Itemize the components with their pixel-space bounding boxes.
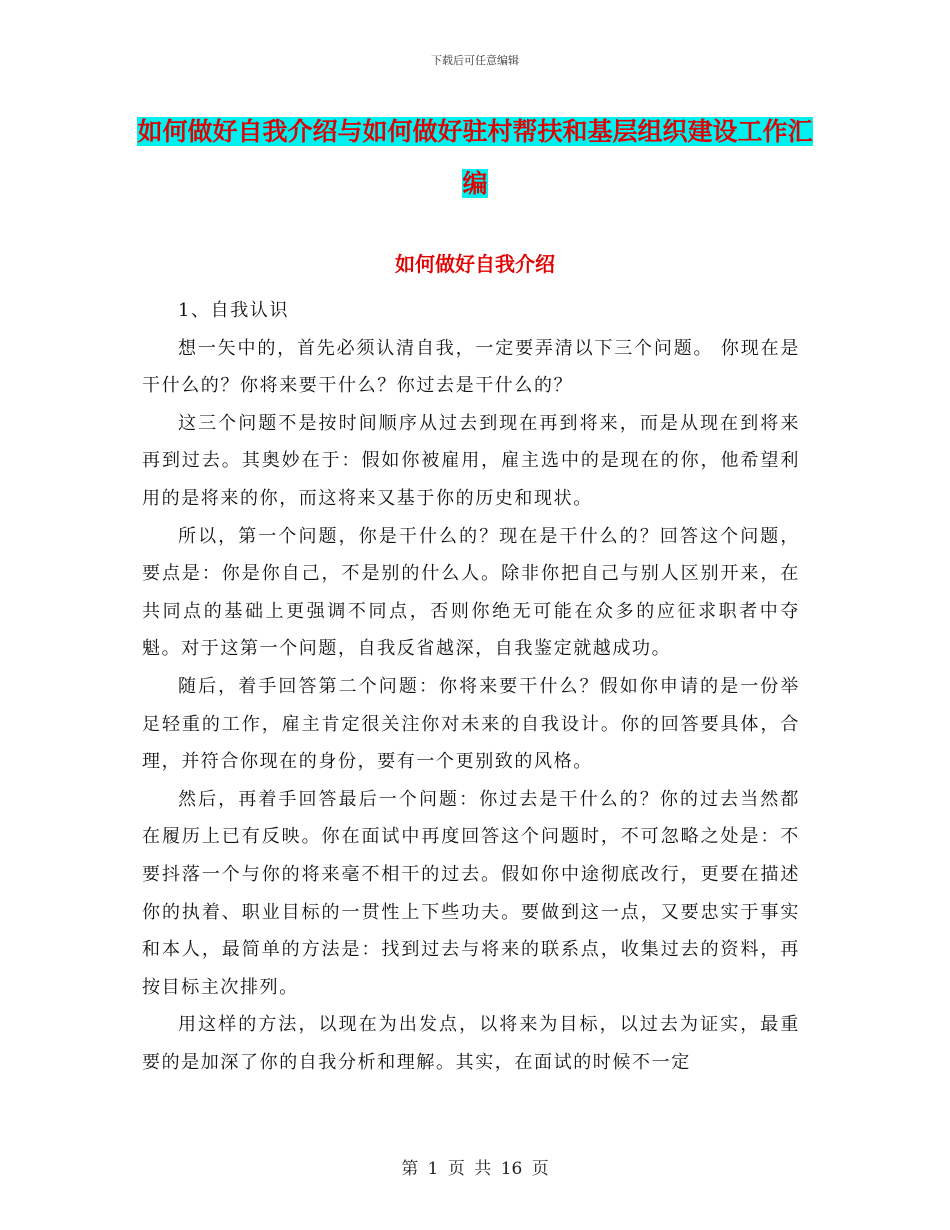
paragraph: 这三个问题不是按时间顺序从过去到现在再到将来，而是从现在到将来再到过去。其奥妙在于：假如你被雇用，雇主选中的是现在的你，他希望利用的是将来的你，而这将来又基于你的历史和现状。 — [142, 412, 800, 509]
paragraph: 用这样的方法，以现在为出发点，以将来为目标，以过去为证实，最重要的是加深了你的自我分析和理解。其实，在面试的时候不一定 — [142, 1014, 800, 1073]
section-title: 如何做好自我介绍 — [395, 252, 555, 276]
document-title-text: 如何做好自我介绍与如何做好驻村帮扶和基层组织建设工作汇编 — [137, 117, 813, 198]
paragraph: 想一矢中的，首先必须认清自我，一定要弄清以下三个问题。 你现在是干什么的？你将来要干什么？你过去是干什么的？ — [142, 337, 800, 397]
paragraph: 1、自我认识 — [178, 300, 290, 321]
document-title — [130, 106, 820, 210]
page-number-footer: 第 1 页 共 16 页 — [401, 1159, 549, 1179]
document-body — [142, 292, 800, 1081]
page-header-note: 下载后可任意编辑 — [431, 54, 519, 67]
paragraph: 所以，第一个问题，你是干什么的？现在是干什么的？回答这个问题，要点是：你是你自己，不是别的什么人。除非你把自己与别人区别开来，在共同点的基础上更强调不同点，否则你绝无可能在众多的应征求职者中夺魁。对于这第一个问题，自我反省越深，自我鉴定就越成功。 — [142, 525, 800, 660]
paragraph: 随后，着手回答第二个问题：你将来要干什么？假如你申请的是一份举足轻重的工作，雇主肯定很关注你对未来的自我设计。你的回答要具体，合理，并符合你现在的身份，要有一个更别致的风格。 — [142, 675, 800, 773]
paragraph: 然后，再着手回答最后一个问题：你过去是干什么的？你的过去当然都在履历上已有反映。你在面试中再度回答这个问题时，不可忽略之处是：不要抖落一个与你的将来毫不相干的过去。假如你中途彻底改行，更要在描述你的执着、职业目标的一贯性上下些功夫。要做到这一点，又要忠实于事实和本人，最简单的方法是：找到过去与将来的联系点，收集过去的资料，再按目标主次排列。 — [142, 788, 800, 998]
